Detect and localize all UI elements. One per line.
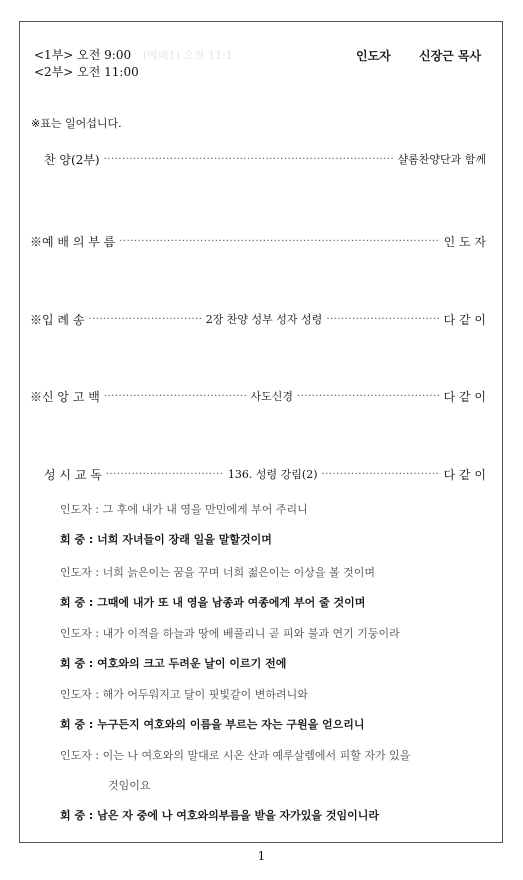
- reading-text: 해가 어두워지고 달이 핏빛같이 변하려니와: [102, 688, 308, 701]
- reading-text: 남은 자 중에 나 여호와의부름을 받을 자가있을 것임이니라: [97, 809, 379, 822]
- speaker: 인도자: [60, 688, 92, 701]
- leader-dots: [119, 236, 439, 247]
- responsive-line: 인도자 : 너희 늙은이는 꿈을 꾸며 너희 젊은이는 이상을 볼 것이며: [60, 566, 375, 579]
- leader-dots: [104, 391, 247, 402]
- speaker: 회 중: [60, 657, 86, 670]
- reading-text: 그 후에 내가 내 영을 만민에게 부어 주리니: [102, 503, 308, 516]
- speaker: 회 중: [60, 718, 86, 731]
- responsive-line: 회 중 : 여호와의 크고 두려운 날이 이르기 전에: [60, 657, 287, 670]
- order-content: 136. 성령 강림(2): [227, 468, 318, 481]
- order-label: ※예 배 의 부 름: [30, 234, 116, 249]
- faded-text: (예배1) 오전 11:1: [143, 49, 233, 62]
- reading-text: 이는 나 여호와의 말대로 시온 산과 예루살렘에서 피할 자가 있을: [102, 749, 411, 762]
- order-label: ※입 례 송: [30, 312, 85, 327]
- service-time-1: <1부> 오전 9:00: [34, 48, 132, 62]
- order-performer: 다 같 이: [443, 312, 486, 327]
- leader-label: 인도자: [356, 49, 391, 63]
- reading-text: 그때에 내가 또 내 영을 남종과 여종에게 부어 줄 것이며: [97, 596, 366, 609]
- responsive-line: 인도자 : 그 후에 내가 내 영을 만민에게 부어 주리니: [60, 503, 308, 516]
- leader-dots: [322, 469, 440, 480]
- leader-name: 신장근 목사: [419, 49, 482, 63]
- responsive-line: 회 중 : 그때에 내가 또 내 영을 남종과 여종에게 부어 줄 것이며: [60, 596, 366, 609]
- order-label: 찬 양(2부): [44, 152, 100, 167]
- reading-text: 것임이요: [108, 779, 151, 792]
- leader-dots: [104, 154, 394, 165]
- standing-note: ※표는 일어섭니다.: [31, 117, 122, 130]
- order-performer: 인 도 자: [443, 234, 486, 249]
- reading-text: 누구든지 여호와의 이름을 부르는 자는 구원을 얻으리니: [97, 718, 365, 731]
- page-number: 1: [257, 849, 266, 863]
- speaker: 인도자: [60, 627, 92, 640]
- responsive-line: 회 중 : 누구든지 여호와의 이름을 부르는 자는 구원을 얻으리니: [60, 718, 365, 731]
- speaker: 인도자: [60, 566, 92, 579]
- responsive-line: 회 중 : 너희 자녀들이 장래 일을 말할것이며: [60, 533, 272, 546]
- responsive-line: 회 중 : 남은 자 중에 나 여호와의부름을 받을 자가있을 것임이니라: [60, 809, 379, 822]
- leader-dots: [106, 469, 224, 480]
- order-content: 사도신경: [250, 390, 293, 403]
- reading-text: 너희 늙은이는 꿈을 꾸며 너희 젊은이는 이상을 볼 것이며: [102, 566, 375, 579]
- order-label: ※신 앙 고 백: [30, 389, 100, 404]
- speaker: 인도자: [60, 749, 92, 762]
- order-performer: 샬롬찬양단과 함께: [397, 153, 486, 166]
- responsive-line: 인도자 : 해가 어두워지고 달이 핏빛같이 변하려니와: [60, 688, 308, 701]
- reading-text: 너희 자녀들이 장래 일을 말할것이며: [97, 533, 272, 546]
- order-item: [30, 151, 486, 167]
- order-content: 2장 찬양 성부 성자 성령: [205, 313, 323, 326]
- speaker: 회 중: [60, 596, 86, 609]
- reading-text: 내가 이적을 하늘과 땅에 베풀리니 곧 피와 불과 연기 기둥이라: [102, 627, 400, 640]
- order-item: [30, 233, 486, 249]
- order-item: [30, 388, 486, 404]
- order-performer: 다 같 이: [443, 467, 487, 482]
- order-label: 성 시 교 독: [44, 467, 102, 482]
- responsive-line: 인도자 : 이는 나 여호와의 말대로 시온 산과 예루살렘에서 피할 자가 있을: [60, 749, 411, 762]
- leader-dots: [88, 314, 201, 325]
- order-performer: 다 같 이: [443, 389, 487, 404]
- responsive-line: 인도자 : 내가 이적을 하늘과 땅에 베풀리니 곧 피와 불과 연기 기둥이라: [60, 627, 400, 640]
- speaker: 인도자: [60, 503, 92, 516]
- service-time-2: <2부> 오전 11:00: [34, 65, 139, 79]
- leader-dots: [297, 391, 440, 402]
- responsive-continuation: [108, 777, 151, 793]
- order-item: [30, 311, 486, 327]
- reading-text: 여호와의 크고 두려운 날이 이르기 전에: [97, 657, 287, 670]
- speaker: 회 중: [60, 809, 86, 822]
- order-item: [30, 466, 486, 482]
- leader-dots: [326, 314, 439, 325]
- speaker: 회 중: [60, 533, 86, 546]
